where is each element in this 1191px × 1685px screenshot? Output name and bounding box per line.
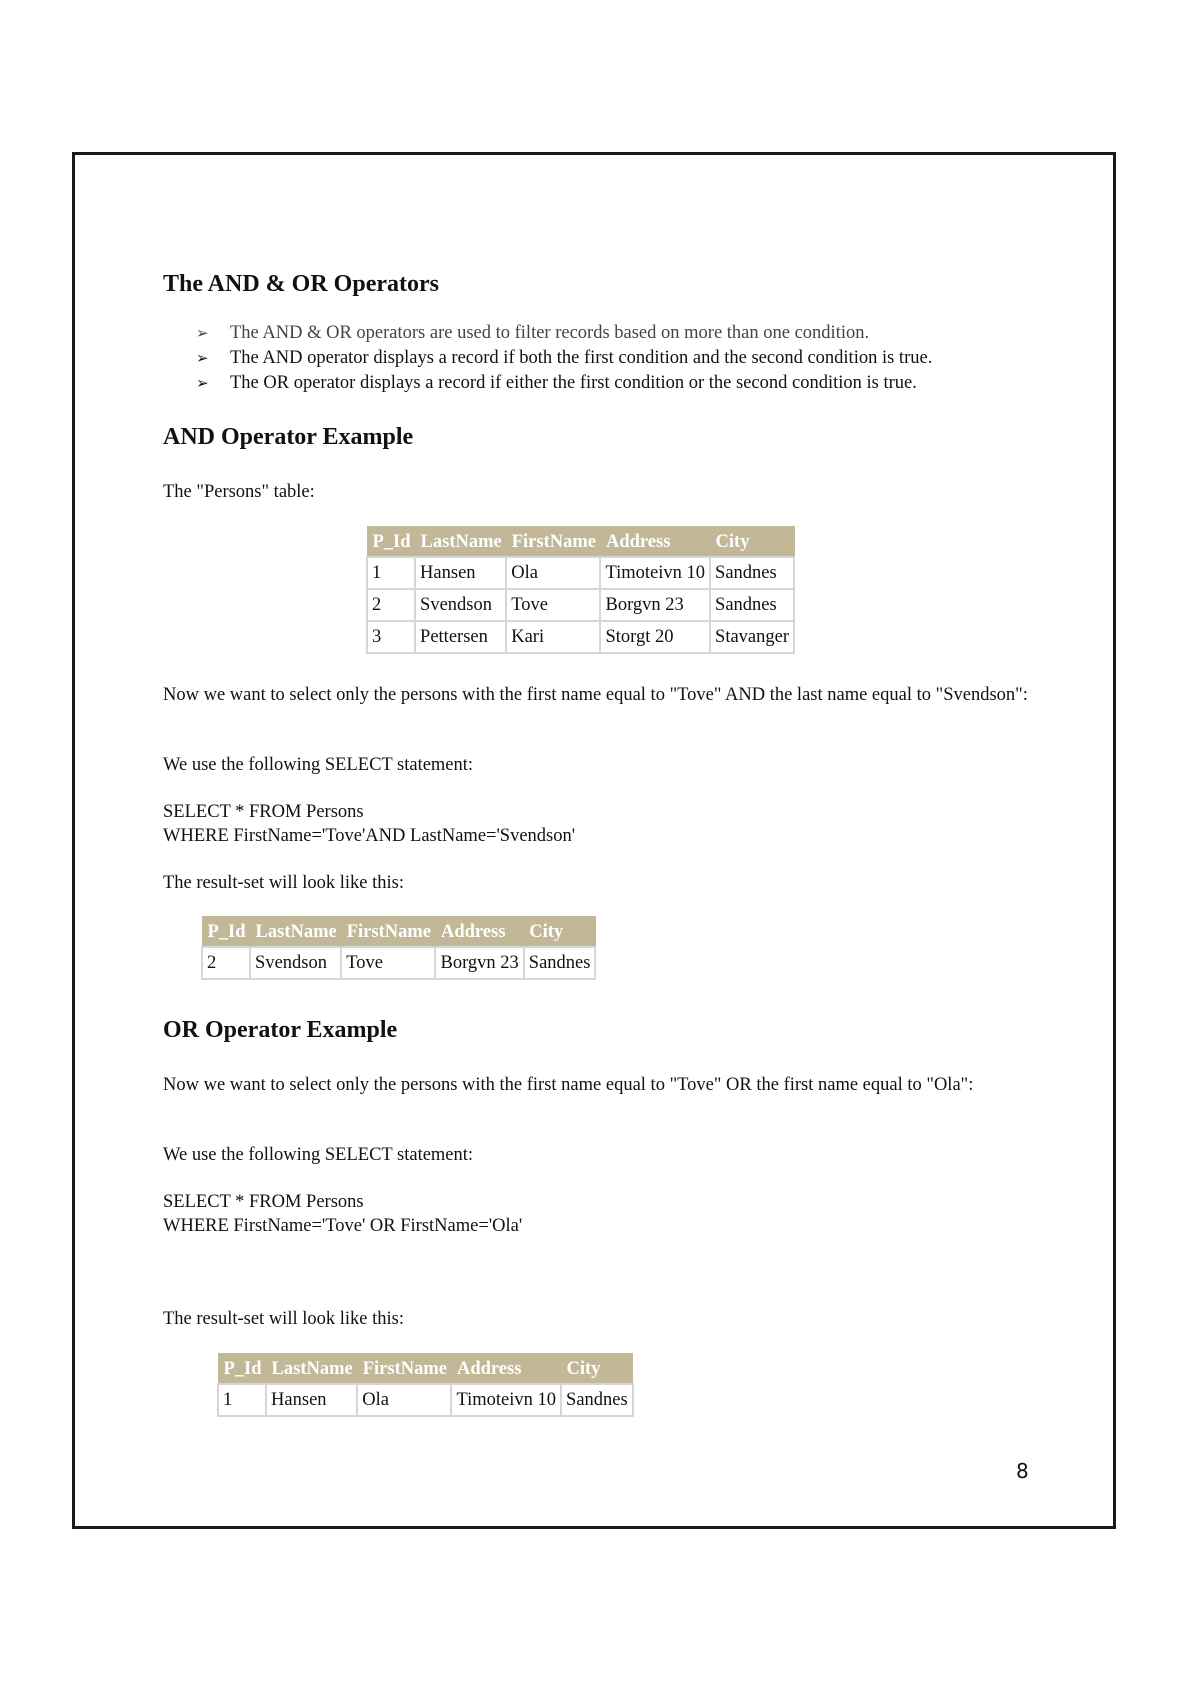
bullet-item: ➢ The AND & OR operators are used to filter records based on more than one condition. xyxy=(196,321,932,346)
table-cell: Sandnes xyxy=(524,947,596,979)
or-result-intro: The result-set will look like this: xyxy=(163,1309,404,1329)
section-title-and-or-operators: The AND & OR Operators xyxy=(163,271,439,297)
and-result-intro: The result-set will look like this: xyxy=(163,873,404,893)
table-cell: Svendson xyxy=(250,947,341,979)
table-cell: Sandnes xyxy=(710,589,794,621)
table-cell: Sandnes xyxy=(561,1384,633,1416)
or-select-intro: We use the following SELECT statement: xyxy=(163,1145,474,1165)
section-title-and-example: AND Operator Example xyxy=(163,424,414,450)
column-header: FirstName xyxy=(506,527,600,558)
column-header: LastName xyxy=(250,917,341,948)
column-header: LastName xyxy=(266,1354,357,1385)
table-cell: Timoteivn 10 xyxy=(600,557,710,589)
table-row xyxy=(218,1384,633,1416)
table-cell: Borgvn 23 xyxy=(600,589,710,621)
table-header-row xyxy=(202,917,595,948)
table-cell: 1 xyxy=(367,557,415,589)
column-header: City xyxy=(561,1354,633,1385)
persons-table-intro: The "Persons" table: xyxy=(163,482,315,502)
table-row xyxy=(367,557,794,589)
column-header: FirstName xyxy=(357,1354,451,1385)
table-cell: Ola xyxy=(357,1384,451,1416)
table-cell: Svendson xyxy=(415,589,506,621)
table-header-row xyxy=(367,527,794,558)
table-cell: Tove xyxy=(341,947,435,979)
column-header: P_Id xyxy=(218,1354,266,1385)
table-cell: Stavanger xyxy=(710,621,794,653)
table-cell: 2 xyxy=(202,947,250,979)
and-result-table xyxy=(201,916,596,980)
table-cell: Timoteivn 10 xyxy=(451,1384,561,1416)
table-cell: Sandnes xyxy=(710,557,794,589)
column-header: FirstName xyxy=(341,917,435,948)
column-header: City xyxy=(524,917,596,948)
bullet-list xyxy=(196,321,932,396)
or-sql-statement: SELECT * FROM Persons WHERE FirstName='Tove' OR FirstName='Ola' xyxy=(163,1192,523,1236)
bullet-item: ➢ The AND operator displays a record if both the first condition and the second condition is true. xyxy=(196,346,932,371)
column-header: City xyxy=(710,527,794,558)
table-row xyxy=(367,589,794,621)
table-cell: Pettersen xyxy=(415,621,506,653)
and-select-intro: We use the following SELECT statement: xyxy=(163,755,474,775)
bullet-item: ➢ The OR operator displays a record if either the first condition or the second condition is true. xyxy=(196,371,932,396)
table-cell: 1 xyxy=(218,1384,266,1416)
and-sql-statement: SELECT * FROM Persons WHERE FirstName='Tove'AND LastName='Svendson' xyxy=(163,802,576,846)
column-header: P_Id xyxy=(367,527,415,558)
page-number: 8 xyxy=(1016,1459,1029,1483)
arrow-bullet-icon: ➢ xyxy=(196,374,209,392)
column-header: Address xyxy=(451,1354,561,1385)
arrow-bullet-icon: ➢ xyxy=(196,324,209,342)
table-row xyxy=(367,621,794,653)
table-cell: Storgt 20 xyxy=(600,621,710,653)
table-header-row xyxy=(218,1354,633,1385)
table-cell: Borgvn 23 xyxy=(435,947,523,979)
persons-table xyxy=(366,526,795,654)
and-description: Now we want to select only the persons with the first name equal to "Tove" AND the last name equal to "Svendson": xyxy=(163,685,1028,705)
table-cell: 3 xyxy=(367,621,415,653)
or-description: Now we want to select only the persons with the first name equal to "Tove" OR the first name equal to "Ola": xyxy=(163,1075,974,1095)
table-cell: Hansen xyxy=(266,1384,357,1416)
section-title-or-example: OR Operator Example xyxy=(163,1017,398,1043)
table-cell: 2 xyxy=(367,589,415,621)
table-cell: Tove xyxy=(506,589,600,621)
column-header: P_Id xyxy=(202,917,250,948)
table-cell: Hansen xyxy=(415,557,506,589)
arrow-bullet-icon: ➢ xyxy=(196,349,209,367)
column-header: LastName xyxy=(415,527,506,558)
column-header: Address xyxy=(435,917,523,948)
table-cell: Ola xyxy=(506,557,600,589)
table-row xyxy=(202,947,595,979)
or-result-table xyxy=(217,1353,634,1417)
table-cell: Kari xyxy=(506,621,600,653)
column-header: Address xyxy=(600,527,710,558)
